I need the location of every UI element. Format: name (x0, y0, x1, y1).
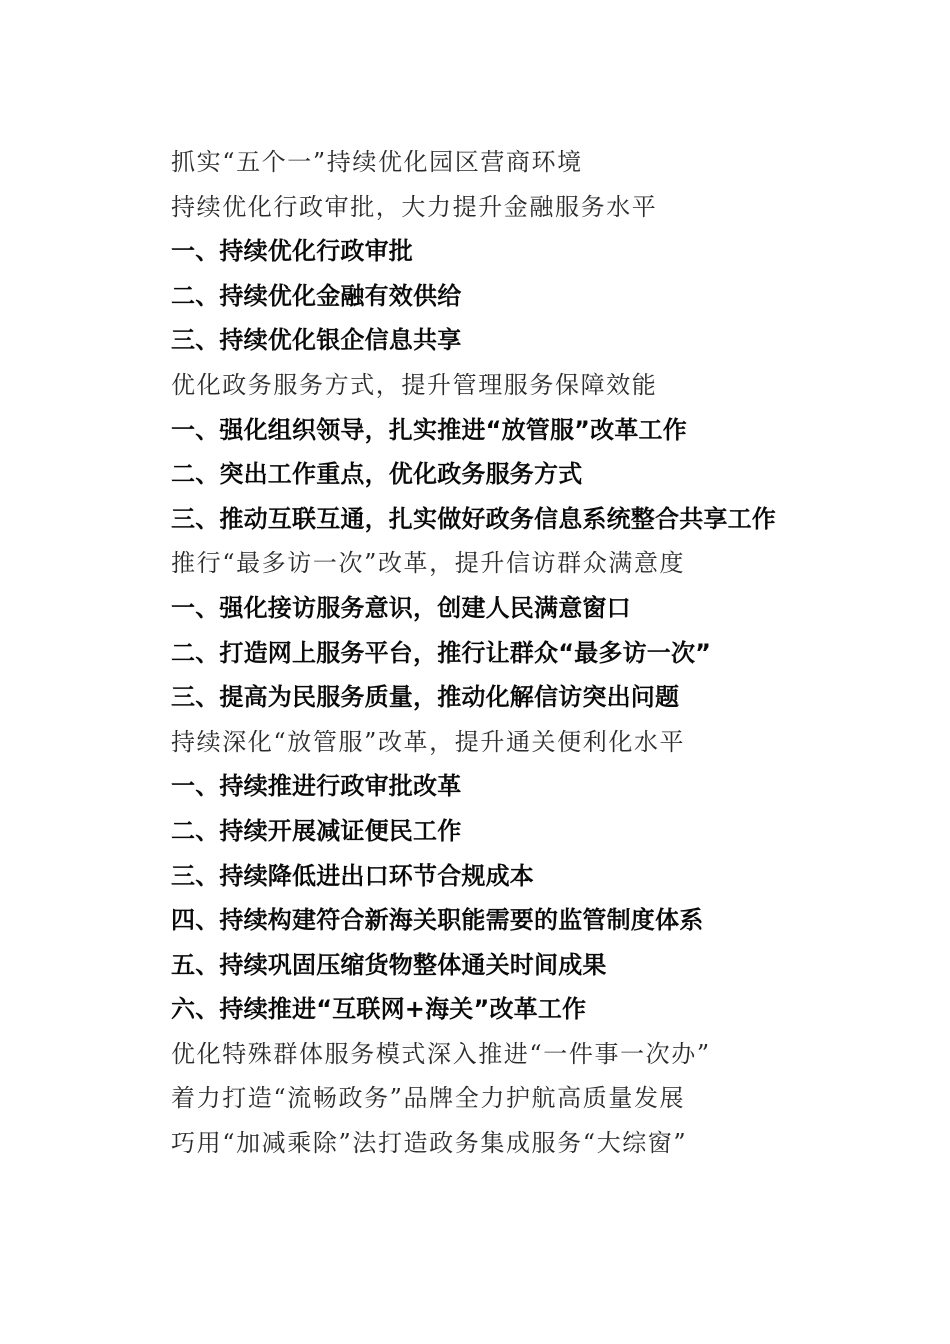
subsection-item: 二、持续开展减证便民工作 (171, 816, 462, 845)
subsection-item: 二、打造网上服务平台，推行让群众“最多访一次” (171, 638, 712, 667)
subsection-item: 五、持续巩固压缩货物整体通关时间成果 (171, 950, 607, 979)
subsection-item: 三、提高为民服务质量，推动化解信访突出问题 (171, 683, 680, 712)
subsection-item: 六、持续推进“互联网+海关”改革工作 (171, 995, 587, 1024)
subsection-item: 四、持续构建符合新海关职能需要的监管制度体系 (171, 906, 704, 935)
section-heading: 持续优化行政审批，大力提升金融服务水平 (171, 192, 658, 221)
section-heading: 着力打造“流畅政务”品牌全力护航高质量发展 (171, 1084, 686, 1113)
table-of-contents (171, 140, 871, 1166)
section-heading: 优化特殊群体服务模式深入推进“一件事一次办” (171, 1039, 711, 1068)
subsection-item: 二、突出工作重点，优化政务服务方式 (171, 460, 583, 489)
section-heading: 巧用“加减乘除”法打造政务集成服务“大综窗” (171, 1129, 688, 1158)
section-heading: 优化政务服务方式，提升管理服务保障效能 (171, 370, 658, 399)
section-heading: 推行“最多访一次”改革，提升信访群众满意度 (171, 549, 686, 578)
subsection-item: 一、持续优化行政审批 (171, 237, 413, 266)
subsection-item: 三、持续优化银企信息共享 (171, 326, 462, 355)
subsection-item: 一、强化接访服务意识，创建人民满意窗口 (171, 593, 631, 622)
subsection-item: 一、强化组织领导，扎实推进“放管服”改革工作 (171, 415, 687, 444)
section-heading: 持续深化“放管服”改革，提升通关便利化水平 (171, 727, 686, 756)
section-heading: 抓实“五个一”持续优化园区营商环境 (171, 148, 583, 176)
subsection-item: 三、持续降低进出口环节合规成本 (171, 861, 534, 890)
subsection-item: 三、推动互联互通，扎实做好政务信息系统整合共享工作 (171, 504, 776, 533)
subsection-item: 二、持续优化金融有效供给 (171, 281, 462, 310)
subsection-item: 一、持续推进行政审批改革 (171, 772, 462, 801)
